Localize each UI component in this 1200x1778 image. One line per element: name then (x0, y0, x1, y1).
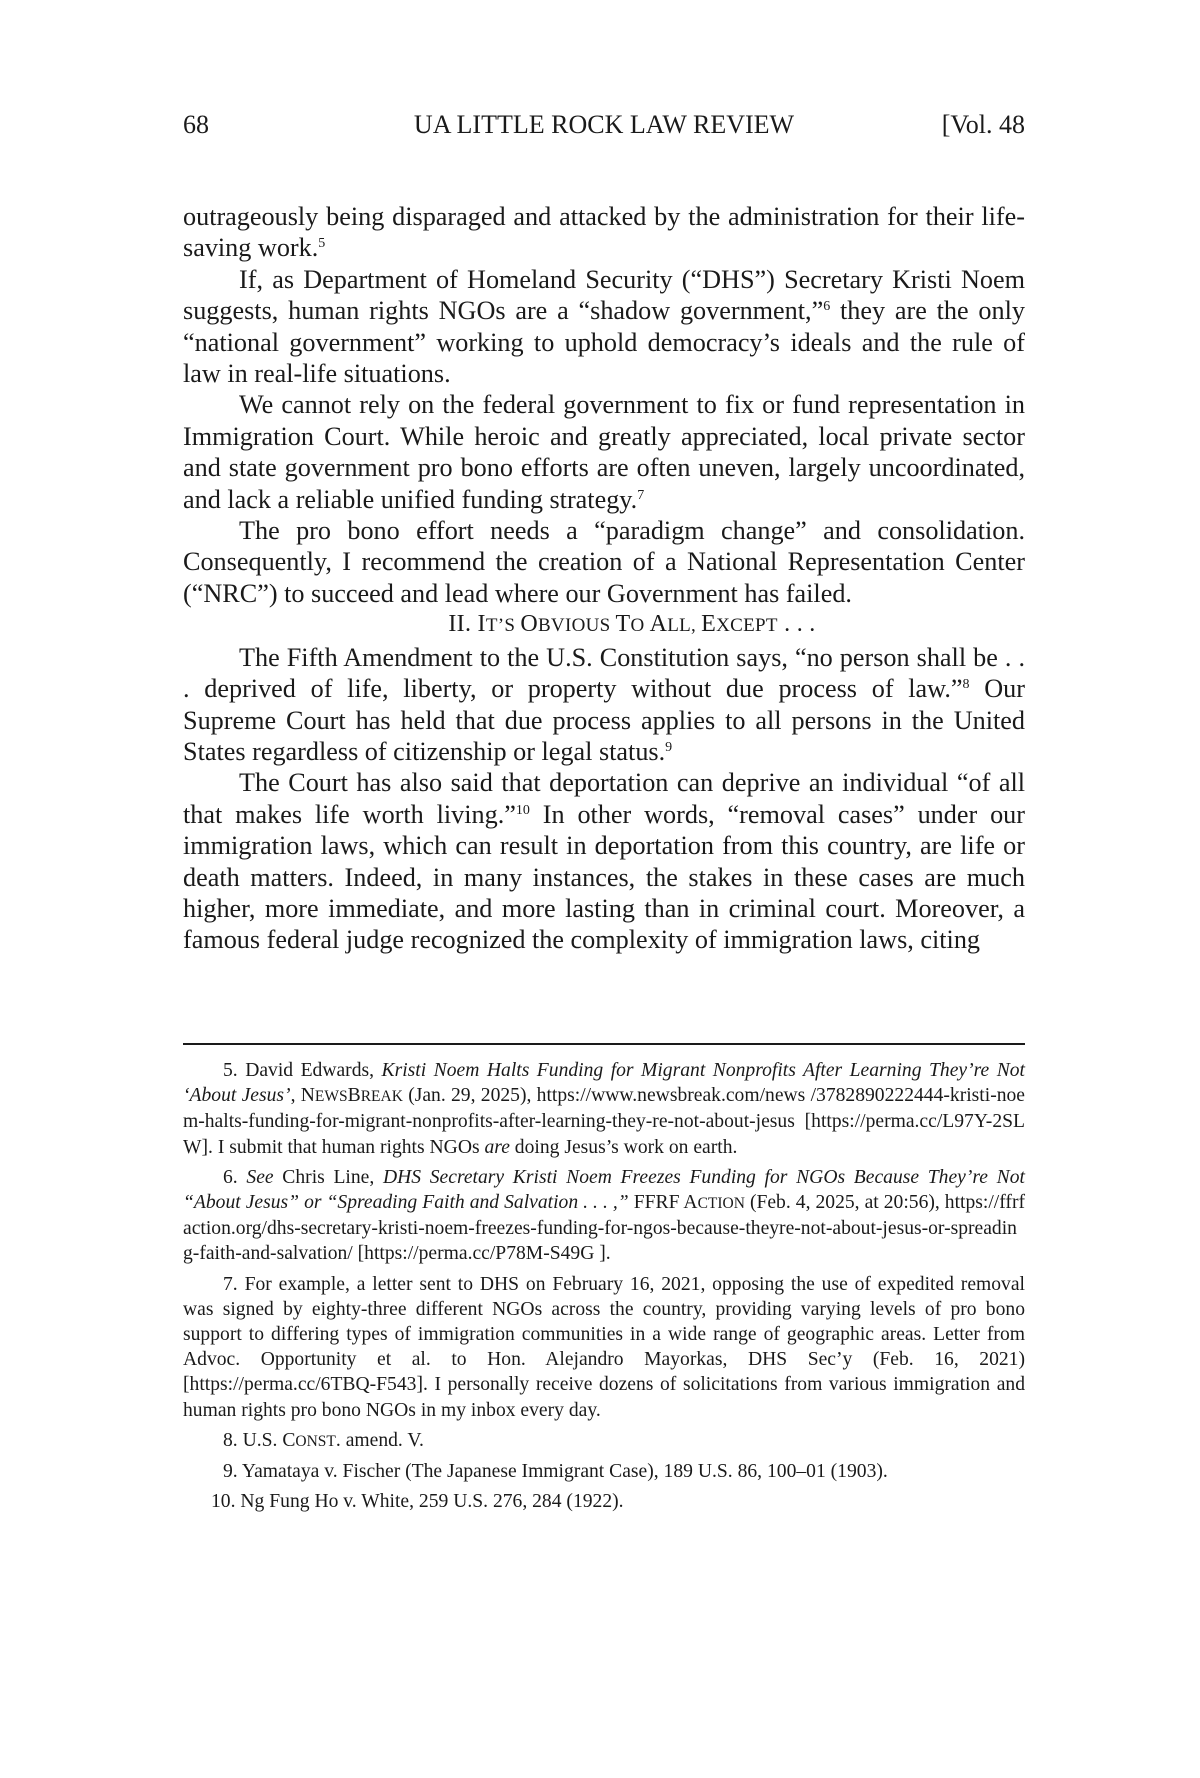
footnote-6-title: DHS Secretary Kristi Noem Freezes Funding for NGOs Because They’re Not “About Jesus” or “Spreading Faith and Salvation . . . ,” (183, 1166, 1025, 1214)
footnote-divider (183, 1043, 1025, 1045)
page-number: 68 (183, 110, 209, 139)
main-text (183, 201, 1025, 956)
footnote-ref-10[interactable]: 10 (515, 802, 530, 818)
volume-label: [Vol. 48 (941, 110, 1025, 139)
journal-title: UA LITTLE ROCK LAW REVIEW (413, 110, 795, 139)
footnote-10: 10. Ng Fung Ho v. White, 259 U.S. 276, 284 (1922). (211, 1491, 624, 1513)
footnote-8: 8. U.S. CONST. amend. V. (223, 1429, 424, 1451)
paragraph-1: outrageously being disparaged and attacked by the administration for their life-saving work.$^5$ (183, 202, 1025, 263)
paragraph-6: The Court has also said that deportation can deprive an individual “of all that makes life worth living.”$^{10}$ In other words, “removal cases” under our immigration laws, which can result in deportation from this country, are life or death matters. Indeed, in many instances, the stakes in these cases are much higher, more immediate, and more lasting than in criminal court. Moreover, a famous federal judge recognized the complexity of immigration laws, citing (183, 768, 1025, 955)
footnote-ref-7[interactable]: 7 (637, 487, 645, 503)
footnote-6: 6. See Chris Line, DHS Secretary Kristi Noem Freezes Funding for NGOs Because They’re Not “About Jesus” or “Spreading Faith and Salvation . . . ,” FFRF ACTION (Feb. 4, 2025, at 20:56), https://ffrfaction.org/dhs-secretary-kristi-noem-freezes-funding-for-ngos-because-theyre-not-about-jesus-or-spreading-faith-and-salvation/ [https://perma.cc/P78M-S49G ]. (183, 1166, 1025, 1265)
footnote-6-link[interactable]: (Feb. 4, 2025, at 20:56), https://ffrfaction.org/dhs-secretary-kristi-noem-freezes-funding-for-ngos-because-theyre-not-about-jesus-or-spreading-faith-and-salvation/ [https://perma.cc/P78M-S49G ]. (183, 1192, 1025, 1265)
footnote-9: 9. Yamataya v. Fischer (The Japanese Immigrant Case), 189 U.S. 86, 100–01 (1903). (223, 1461, 888, 1483)
footnote-5-link[interactable]: (Jan. 29, 2025), https://www.newsbreak.com/news /3782890222444-kristi-noem-halts-funding-for-migrant-nonprofits-after-learning-they-re-not-about-jesus [https://perma.cc/L97Y-2SLW]. I submit that human rights NGOs (183, 1085, 1026, 1158)
footnote-ref-6[interactable]: 6 (823, 299, 831, 315)
section-heading: II. IT’S OBVIOUS TO ALL, EXCEPT . . . (448, 611, 816, 638)
paragraph-3: We cannot rely on the federal government to fix or fund representation in Immigration Court. While heroic and greatly appreciated, local private sector and state government pro bono efforts are often uneven, largely uncoordinated, and lack a reliable unified funding strategy.$^7$ (183, 390, 1025, 514)
footnote-5-title: Kristi Noem Halts Funding for Migrant Nonprofits After Learning They’re Not ‘About Jesus’ (183, 1060, 1026, 1107)
footnotes (183, 1058, 1025, 1519)
footnote-7: 7. For example, a letter sent to DHS on February 16, 2021, opposing the use of expedited removal was signed by eighty-three different NGOs across the country, providing varying levels of pro bono support to differing types of immigration communities in a wide range of geographic areas. Letter from Advoc. Opportunity et al. to Hon. Alejandro Mayorkas, DHS Sec’y (Feb. 16, 2021) [https://perma.cc/6TBQ-F543]. I personally receive dozens of solicitations from various immigration and human rights pro bono NGOs in my inbox every day. (183, 1273, 1025, 1421)
paragraph-4: The pro bono effort needs a “paradigm change” and consolidation. Consequently, I recommend the creation of a National Representation Center (“NRC”) to succeed and lead where our Government has failed. (183, 516, 1025, 608)
footnote-5: 5. David Edwards, Kristi Noem Halts Funding for Migrant Nonprofits After Learning They’re Not ‘About Jesus’, NEWSBREAK (Jan. 29, 2025), https://www.newsbreak.com/news /3782890222444-kristi-noem-halts-funding-for-migrant-nonprofits-after-learning-they-re-not-about-jesus [https://perma.cc/L97Y-2SLW]. I submit that human rights NGOs are doing Jesus’s work on earth. (183, 1060, 1026, 1158)
footnote-ref-9[interactable]: 9 (665, 739, 673, 755)
paragraph-5: The Fifth Amendment to the U.S. Constitution says, “no person shall be . . . deprived of life, liberty, or property without due process of law.”$^8$ Our Supreme Court has held that due process applies to all persons in the United States regardless of citizenship or legal status.$^9$ (183, 642, 1025, 766)
footnote-ref-8[interactable]: 8 (962, 677, 970, 693)
paragraph-2: If, as Department of Homeland Security (“DHS”) Secretary Kristi Noem suggests, human rights NGOs are a “shadow government,”$^6$ they are the only “national government” working to uphold democracy’s ideals and the rule of law in real-life situations. (183, 264, 1025, 389)
footnote-ref-5[interactable]: 5 (318, 236, 326, 252)
